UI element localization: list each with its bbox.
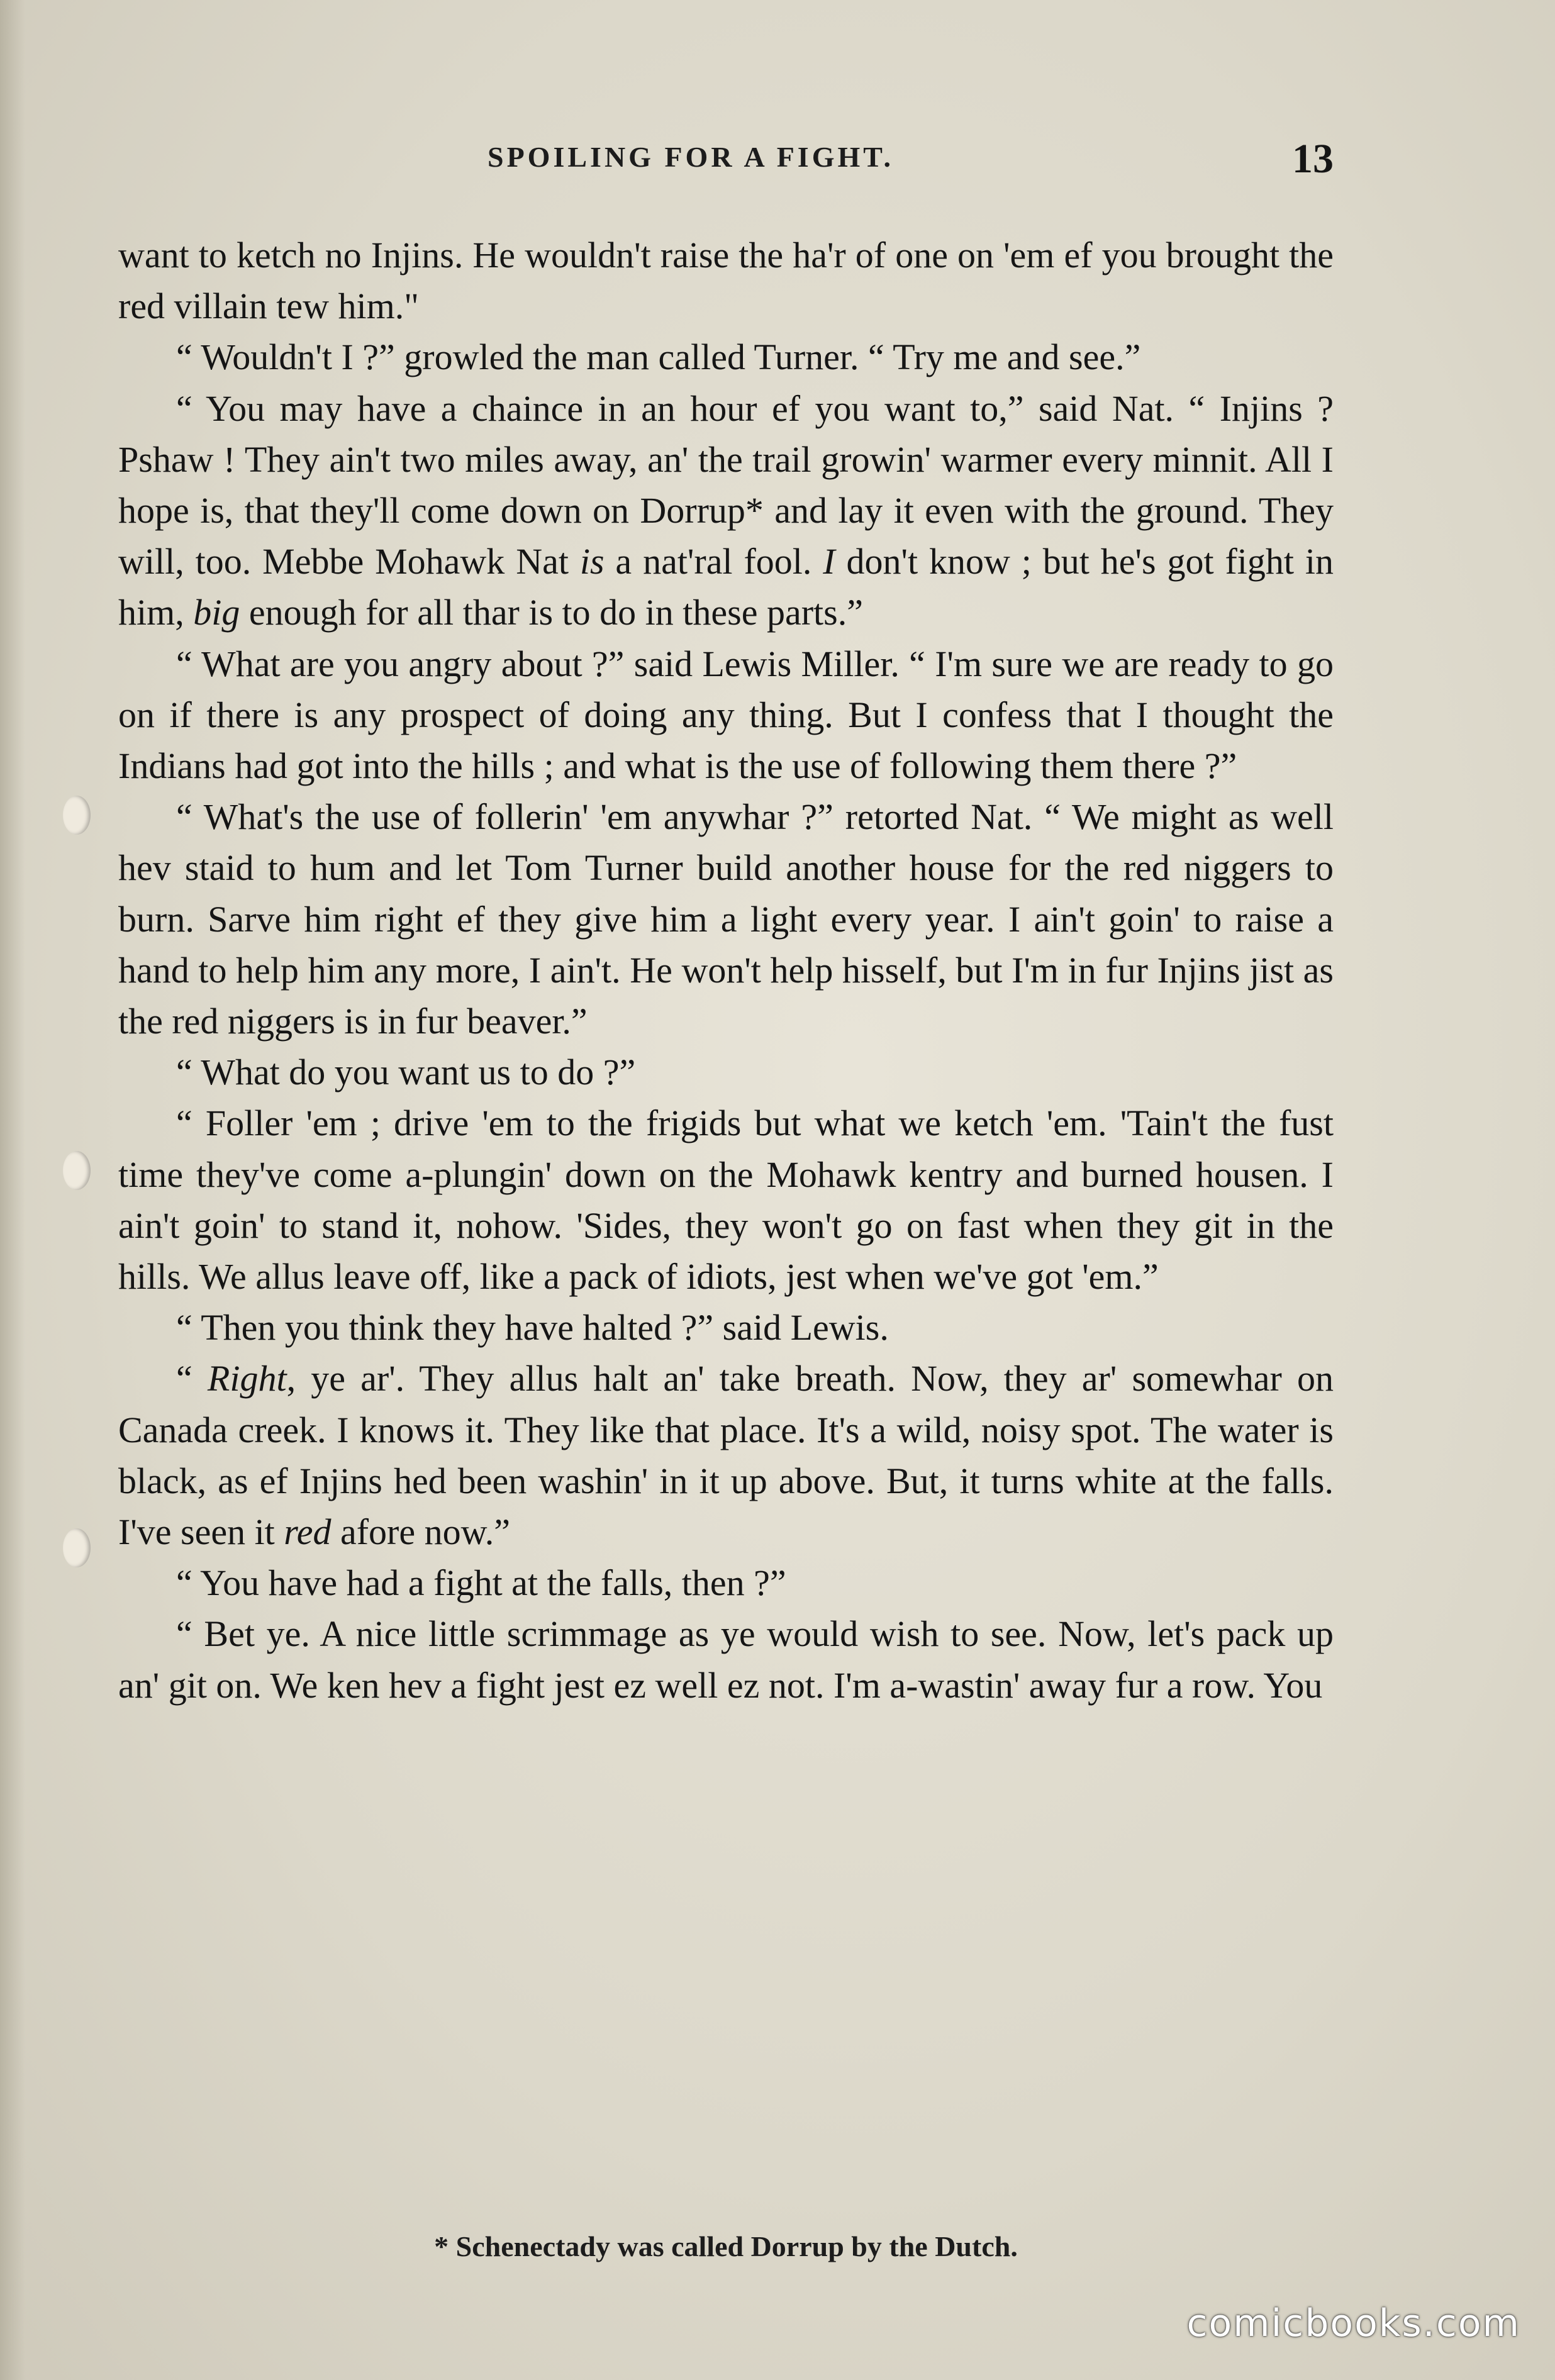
paragraph-text: a nat'ral fool. bbox=[604, 541, 823, 582]
page-number: 13 bbox=[1292, 136, 1334, 182]
italic-word: red bbox=[284, 1511, 332, 1553]
watermark: comicbooks.com bbox=[1186, 2301, 1520, 2345]
paragraph: “ What do you want us to do ?” bbox=[176, 1052, 636, 1093]
paragraph: “ Then you think they have halted ?” said Lewis. bbox=[176, 1307, 889, 1348]
paragraph: “ What's the use of follerin' 'em anywhar ?” retorted Nat. “ We might as well hev staid to hum and let Tom Turner build another house for the red niggers to burn. Sarve him right ef they give him a light every year. I ain't goin' to raise a hand to help him any more, I ain't. He won't help hisself, but I'm in fur Injins jist as the red niggers is in fur beaver.” bbox=[118, 796, 1334, 1042]
paragraph: “ Bet ye. A nice little scrimmage as ye would wish to see. Now, let's pack up an' git on. We ken hev a fight jest ez well ez not. I'm a-wastin' away fur a row. You bbox=[118, 1613, 1334, 1706]
paragraph: want to ketch no Injins. He wouldn't raise the ha'r of one on 'em ef you brought the red villain tew him." bbox=[118, 235, 1334, 327]
body-text bbox=[118, 230, 1334, 1711]
paragraph bbox=[118, 383, 1334, 638]
paragraph-text: enough for all thar is to do in these parts.” bbox=[240, 592, 863, 633]
paragraph: “ You have had a fight at the falls, then ?” bbox=[176, 1562, 786, 1604]
paragraph: “ Wouldn't I ?” growled the man called Turner. “ Try me and see.” bbox=[176, 336, 1141, 378]
paragraph: “ What are you angry about ?” said Lewis Miller. “ I'm sure we are ready to go on if there is any prospect of doing any thing. But I confess that I thought the Indians had got into the hills ; and what is the use of following them there ?” bbox=[118, 643, 1334, 787]
binding-hole bbox=[63, 1528, 91, 1567]
binding-hole bbox=[63, 796, 91, 835]
paragraph-text: , ye ar'. They allus halt an' take breath. Now, they ar' somewhar on Canada creek. I knows it. They like that place. It's a wild, noisy spot. The water is black, as ef Injins hed been washin' in it up above. But, it turns white at the falls. I've seen it bbox=[118, 1358, 1334, 1553]
running-head bbox=[120, 135, 1334, 186]
paragraph bbox=[118, 1353, 1334, 1557]
paragraph-text: afore now.” bbox=[331, 1511, 510, 1553]
italic-word: big bbox=[193, 592, 240, 633]
binding-hole bbox=[63, 1151, 91, 1190]
footnote: * Schenectady was called Dorrup by the Dutch. bbox=[434, 2230, 1018, 2262]
paragraph: “ Foller 'em ; drive 'em to the frigids but what we ketch 'em. 'Tain't the fust time they've come a-plungin' down on the Mohawk kentry and burned housen. I ain't goin' to stand it, nohow. 'Sides, they won't go on fast when they git in the hills. We allus leave off, like a pack of idiots, jest when we've got 'em.” bbox=[118, 1103, 1334, 1298]
italic-word: I bbox=[823, 541, 835, 582]
italic-word: Right bbox=[207, 1358, 287, 1399]
paragraph-text: “ bbox=[176, 1358, 208, 1399]
running-title: SPOILING FOR A FIGHT. bbox=[488, 141, 895, 173]
page-edge-shadow bbox=[0, 0, 25, 2380]
italic-word: is bbox=[579, 541, 605, 582]
paragraph-text: don't know ; but he's got fight in him, bbox=[118, 541, 1334, 633]
paragraph-text: “ You may have a chaince in an hour ef you want to,” said Nat. “ Injins ? Pshaw ! They ain't two miles away, an' the trail growin' warmer every minnit. All I hope is, that they'll come down on Dorrup* and lay it even with the ground. They will, too. Mebbe Mohawk Nat bbox=[118, 387, 1334, 582]
